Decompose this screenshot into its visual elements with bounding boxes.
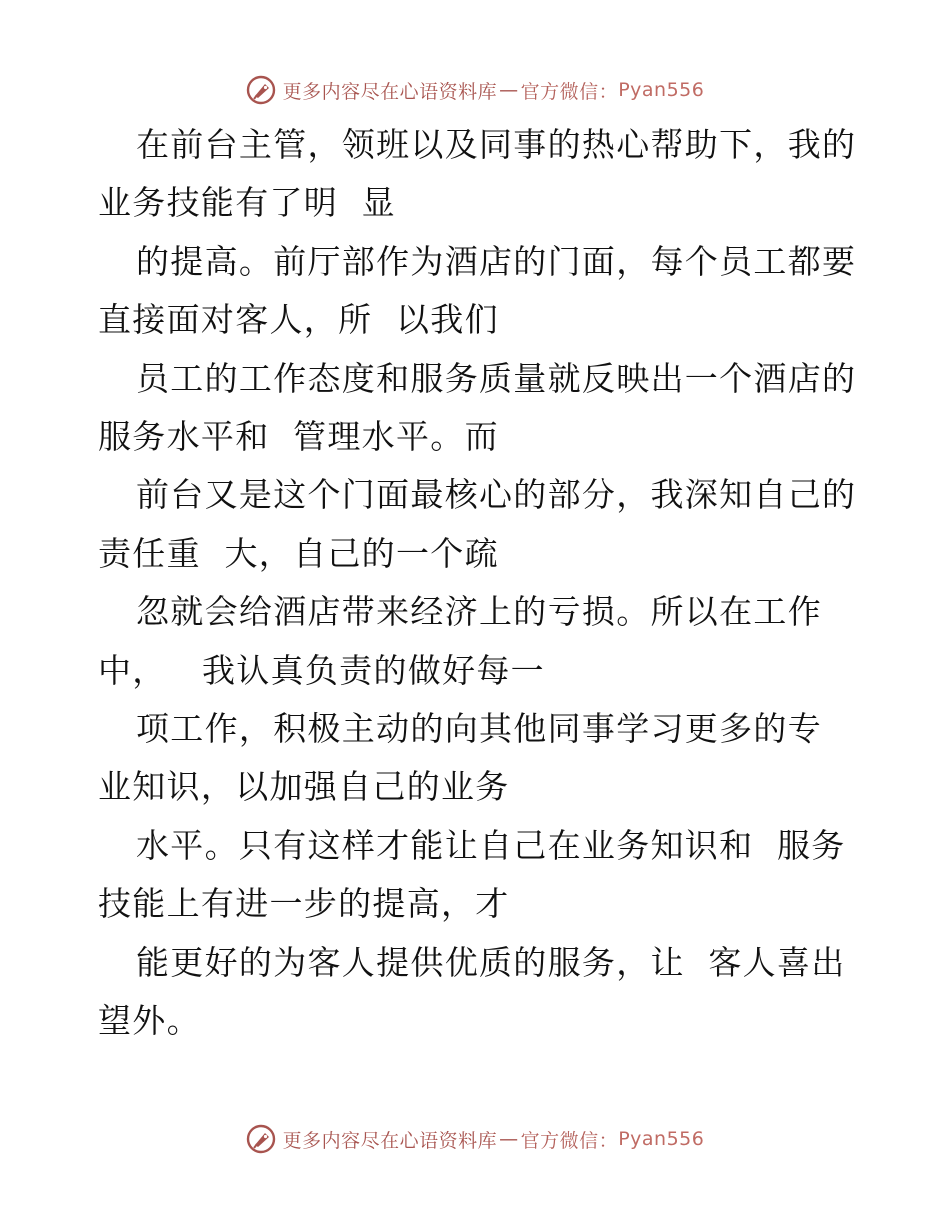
paragraph-line: 水平。只有这样才能让自己在业务知识和 服务 [136, 826, 846, 865]
paragraph-line: 能更好的为客人提供优质的服务，让 客人喜出 [136, 943, 846, 982]
watermark-text: 更多内容尽在心语资料库 [282, 80, 498, 103]
watermark-contact-label: 官方微信： [520, 1129, 619, 1152]
watermark-contact-label: 官方微信： [520, 80, 619, 103]
watermark-text: 更多内容尽在心语资料库 [282, 1129, 498, 1152]
paragraph-line: 服务水平和 管理水平。而 [98, 417, 499, 456]
paragraph-line: 前台又是这个门面最核心的部分，我深知自己的 [136, 475, 857, 514]
watermark-separator: — [499, 79, 519, 101]
paragraph-line: 员工的工作态度和服务质量就反映出一个酒店的 [136, 359, 857, 398]
paragraph-line: 中， 我认真负责的做好每一 [98, 651, 545, 690]
footer-watermark [0, 1119, 950, 1159]
paragraph-line: 在前台主管，领班以及同事的热心帮助下，我的 [136, 125, 857, 164]
watermark-contact-id: Pyan556 [618, 1128, 705, 1150]
paragraph-line: 业务技能有了明 显 [98, 183, 396, 222]
paragraph-line: 忽就会给酒店带来经济上的亏损。所以在工作 [136, 592, 822, 631]
paragraph-line: 的提高。前厅部作为酒店的门面，每个员工都要 [136, 242, 857, 281]
paragraph-line: 望外。 [98, 1001, 201, 1040]
watermark-contact-id: Pyan556 [618, 79, 705, 101]
header-watermark [0, 70, 950, 110]
paragraph-line: 直接面对客人，所 以我们 [98, 300, 499, 339]
watermark-separator: — [499, 1128, 519, 1150]
pen-nib-logo-icon [246, 75, 276, 105]
paragraph-line: 项工作，积极主动的向其他同事学习更多的专 [136, 709, 822, 748]
pen-nib-logo-icon [246, 1124, 276, 1154]
paragraph-line: 业知识，以加强自己的业务 [98, 767, 510, 806]
paragraph-line: 技能上有进一步的提高，才 [98, 884, 510, 923]
paragraph-line: 责任重 大，自己的一个疏 [98, 534, 499, 573]
